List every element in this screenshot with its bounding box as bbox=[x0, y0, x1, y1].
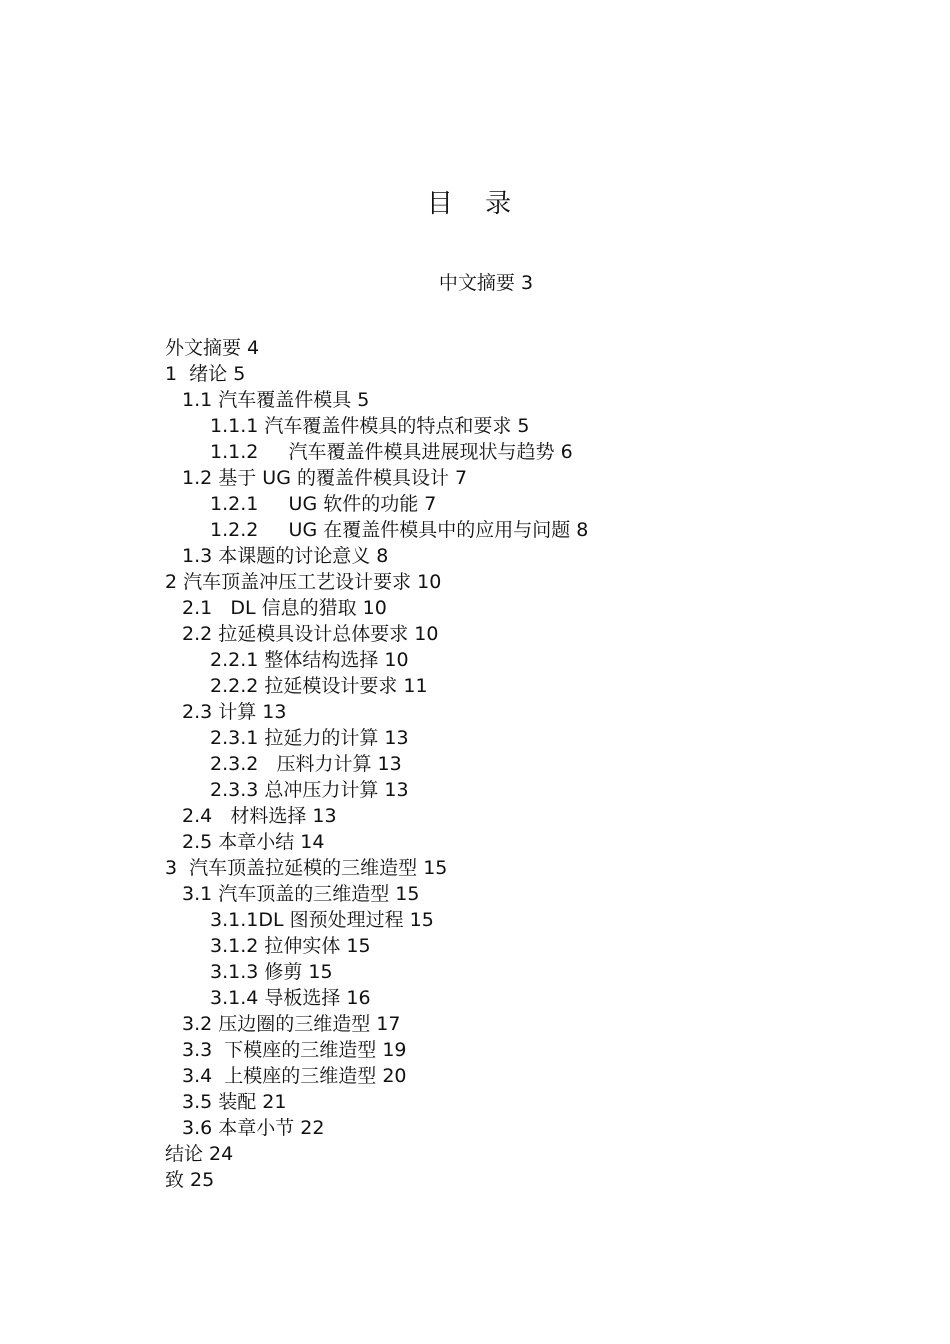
toc-entry: 结论 24 bbox=[165, 1143, 234, 1165]
toc-entry: 2.3.1 拉延力的计算 13 bbox=[210, 727, 409, 749]
toc-entry: 2.2 拉延模具设计总体要求 10 bbox=[182, 623, 439, 645]
toc-entry: 2.1 DL 信息的猎取 10 bbox=[182, 597, 387, 619]
toc-entry: 外文摘要 4 bbox=[165, 337, 260, 359]
toc-entry: 3.1.1DL 图预处理过程 15 bbox=[210, 909, 434, 931]
toc-entry: 3.1 汽车顶盖的三维造型 15 bbox=[182, 883, 420, 905]
toc-entry: 1.1 汽车覆盖件模具 5 bbox=[182, 389, 370, 411]
toc-entry: 3.2 压边圈的三维造型 17 bbox=[182, 1013, 401, 1035]
toc-entry: 3.1.4 导板选择 16 bbox=[210, 987, 371, 1009]
toc-entry: 1.2.2 UG 在覆盖件模具中的应用与问题 8 bbox=[210, 519, 589, 541]
toc-entry: 2.4 材料选择 13 bbox=[182, 805, 337, 827]
toc-entry: 1.1.1 汽车覆盖件模具的特点和要求 5 bbox=[210, 415, 530, 437]
toc-entry: 1.2.1 UG 软件的功能 7 bbox=[210, 493, 437, 515]
toc-entry: 3.6 本章小节 22 bbox=[182, 1117, 325, 1139]
toc-entry: 1.3 本课题的讨论意义 8 bbox=[182, 545, 389, 567]
toc-entry: 致 25 bbox=[165, 1169, 215, 1191]
page-title: 目 录 bbox=[426, 189, 524, 219]
toc-entry: 2.3.2 压料力计算 13 bbox=[210, 753, 402, 775]
toc-entry: 2.2.1 整体结构选择 10 bbox=[210, 649, 409, 671]
toc-entry: 3.1.2 拉伸实体 15 bbox=[210, 935, 371, 957]
toc-entry: 2.3 计算 13 bbox=[182, 701, 287, 723]
toc-entry-chinese-abstract: 中文摘要 3 bbox=[438, 272, 534, 294]
toc-entry: 3.1.3 修剪 15 bbox=[210, 961, 333, 983]
toc-entry: 2.3.3 总冲压力计算 13 bbox=[210, 779, 409, 801]
toc-entry: 3 汽车顶盖拉延模的三维造型 15 bbox=[165, 857, 448, 879]
toc-entry: 3.5 装配 21 bbox=[182, 1091, 287, 1113]
toc-entry: 2.2.2 拉延模设计要求 11 bbox=[210, 675, 428, 697]
toc-entry: 3.3 下模座的三维造型 19 bbox=[182, 1039, 407, 1061]
toc-entry: 3.4 上模座的三维造型 20 bbox=[182, 1065, 407, 1087]
toc-entry: 1.2 基于 UG 的覆盖件模具设计 7 bbox=[182, 467, 468, 489]
toc-entry: 1 绪论 5 bbox=[165, 363, 246, 385]
toc-list bbox=[165, 335, 588, 1193]
toc-entry: 2 汽车顶盖冲压工艺设计要求 10 bbox=[165, 571, 442, 593]
toc-entry: 2.5 本章小结 14 bbox=[182, 831, 325, 853]
toc-entry: 1.1.2 汽车覆盖件模具进展现状与趋势 6 bbox=[210, 441, 573, 463]
